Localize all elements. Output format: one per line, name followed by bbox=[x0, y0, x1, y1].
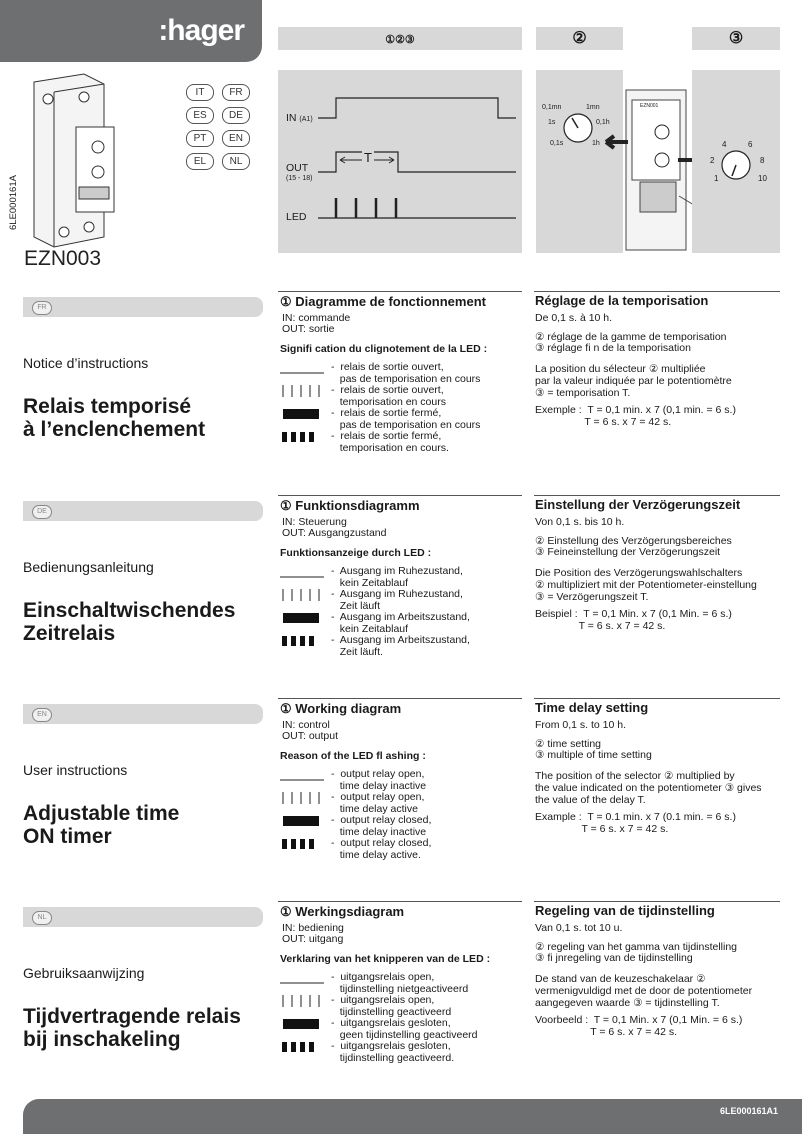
led-heading: Verklaring van het knipperen van de LED : bbox=[280, 953, 491, 965]
range-l4: 0,1h bbox=[596, 119, 610, 126]
section-divider bbox=[534, 901, 780, 902]
section-bar-en bbox=[23, 704, 263, 724]
led-description: - Ausgang im Ruhezustand, kein Zeitablauf bbox=[331, 565, 463, 589]
out-sub: (15 - 18) bbox=[286, 175, 313, 182]
product-title-line2: à l’enclenchement bbox=[23, 418, 206, 441]
range-l2: 1mn bbox=[586, 104, 600, 111]
footer-bar bbox=[23, 1099, 802, 1134]
step-header-1-label: ①②③ bbox=[385, 34, 415, 46]
position-text: The position of the selector ② multiplied by the value indicated on the potentiometer ③ gives the value of the delay T. bbox=[535, 770, 762, 806]
out-label: OUT bbox=[286, 162, 309, 174]
lang-fr: FR bbox=[222, 84, 250, 101]
lang-it: IT bbox=[186, 84, 214, 101]
in-text: IN: bediening bbox=[282, 922, 344, 934]
range-text: Van 0,1 s. tot 10 u. bbox=[535, 922, 623, 934]
led-description: - output relay closed, time delay active. bbox=[331, 837, 432, 861]
led-description: - relais de sortie fermé, temporisation en cours. bbox=[331, 430, 449, 454]
step2-text: ② time setting bbox=[535, 738, 602, 750]
led-description: - output relay open, time delay active bbox=[331, 791, 425, 815]
section-lang-pill: EN bbox=[32, 708, 52, 722]
setting-title: Einstellung der Verzögerungszeit bbox=[535, 497, 741, 512]
device-code-label: EZN001 bbox=[640, 103, 659, 109]
section-bar-fr bbox=[23, 297, 263, 317]
range-l5: 0,1s bbox=[550, 140, 564, 147]
setting-title: Time delay setting bbox=[535, 700, 649, 715]
section-lang-pill: FR bbox=[32, 301, 52, 315]
mult-l6: 10 bbox=[758, 174, 767, 183]
setting-title: Regeling van de tijdinstelling bbox=[535, 903, 715, 918]
section-divider bbox=[278, 698, 522, 699]
range-text: Von 0,1 s. bis 10 h. bbox=[535, 516, 625, 528]
product-title-line1: Adjustable time bbox=[23, 802, 180, 825]
led-description: - output relay open, time delay inactive bbox=[331, 768, 427, 792]
section-divider bbox=[278, 495, 522, 496]
mult-l3: 2 bbox=[710, 156, 715, 165]
logo-banner bbox=[0, 0, 262, 62]
timing-diagram-panel bbox=[278, 70, 522, 253]
led-description: - uitgangsrelais open, tijdinstelling geactiveerd bbox=[331, 994, 452, 1018]
led-description: - output relay closed, time delay inactive bbox=[331, 814, 432, 838]
in-text: IN: control bbox=[282, 719, 330, 731]
led-description: - Ausgang im Ruhezustand, Zeit läuft bbox=[331, 588, 463, 612]
out-text: OUT: sortie bbox=[282, 323, 335, 335]
lang-el: EL bbox=[186, 153, 214, 170]
led-pattern-icon bbox=[280, 363, 324, 381]
led-description: - Ausgang im Arbeitszustand, kein Zeitablauf bbox=[331, 611, 470, 635]
led-pattern-icon bbox=[280, 1017, 324, 1035]
section-lang-pill: DE bbox=[32, 505, 52, 519]
range-l3: 1s bbox=[548, 119, 556, 126]
in-label: IN bbox=[286, 112, 297, 124]
out-text: OUT: Ausgangzustand bbox=[282, 527, 387, 539]
led-pattern-icon bbox=[280, 837, 324, 855]
in-label-wrap bbox=[286, 112, 313, 124]
range-l6: 1h bbox=[592, 140, 600, 147]
section-bar-de bbox=[23, 501, 263, 521]
product-title-line2: bij inschakeling bbox=[23, 1028, 181, 1051]
device-illustration bbox=[24, 72, 124, 252]
in-sub: (A1) bbox=[299, 116, 313, 123]
in-text: IN: Steuerung bbox=[282, 516, 347, 528]
t-label: T bbox=[364, 150, 372, 165]
led-pattern-icon bbox=[280, 567, 324, 585]
section-divider bbox=[278, 291, 522, 292]
led-pattern-icon bbox=[280, 611, 324, 629]
range-text: De 0,1 s. à 10 h. bbox=[535, 312, 613, 324]
position-text: Die Position des Verzögerungswahlschalters ② multipliziert mit der Potentiometer-einstellung ③ = Verzögerungszeit T. bbox=[535, 567, 757, 603]
step2-text: ② regeling van het gamma van tijdinstelling bbox=[535, 941, 738, 953]
led-pattern-icon bbox=[280, 770, 324, 788]
led-pattern-icon bbox=[280, 1040, 324, 1058]
led-description: - uitgangsrelais gesloten, geen tijdinstelling geactiveerd bbox=[331, 1017, 478, 1041]
mult-l1: 4 bbox=[722, 140, 727, 149]
led-description: - relais de sortie ouvert, pas de temporisation en cours bbox=[331, 361, 481, 385]
step3-text: ③ réglage fi n de la temporisation bbox=[535, 342, 691, 354]
product-title-line1: Tijdvertragende relais bbox=[23, 1005, 241, 1028]
step3-text: ③ fi jnregeling van de tijdinstelling bbox=[535, 952, 693, 964]
step-header-1 bbox=[278, 27, 522, 50]
led-heading: Signifi cation du clignotement de la LED : bbox=[280, 343, 488, 355]
lang-en: EN bbox=[222, 130, 250, 147]
mult-l2: 6 bbox=[748, 140, 753, 149]
step-header-2 bbox=[536, 27, 623, 50]
step-header-2-label: ② bbox=[572, 30, 587, 47]
led-label: LED bbox=[286, 211, 307, 223]
led-heading: Funktionsanzeige durch LED : bbox=[280, 547, 432, 559]
section-divider bbox=[534, 291, 780, 292]
mult-knob-panel bbox=[692, 70, 780, 253]
led-pattern-icon bbox=[280, 407, 324, 425]
notice-label: User instructions bbox=[23, 762, 128, 778]
lang-pt: PT bbox=[186, 130, 214, 147]
out-text: OUT: uitgang bbox=[282, 933, 344, 945]
range-text: From 0,1 s. to 10 h. bbox=[535, 719, 627, 731]
diagram-title: ① Funktionsdiagramm bbox=[280, 498, 420, 513]
diagram-title: ① Diagramme de fonctionnement bbox=[280, 294, 486, 309]
section-divider bbox=[534, 495, 780, 496]
led-heading: Reason of the LED fl ashing : bbox=[280, 750, 426, 762]
led-pattern-icon bbox=[280, 588, 324, 606]
led-description: - uitgangsrelais open, tijdinstelling nietgeactiveerd bbox=[331, 971, 469, 995]
step2-text: ② réglage de la gamme de temporisation bbox=[535, 331, 727, 343]
diagram-title: ① Working diagram bbox=[280, 701, 402, 716]
out-text: OUT: output bbox=[282, 730, 339, 742]
led-pattern-icon bbox=[280, 814, 324, 832]
example-text: Example : T = 0.1 min. x 7 (0.1 min. = 6 s.) T = 6 s. x 7 = 42 s. bbox=[535, 811, 736, 835]
position-text: La position du sélecteur ② multipliée par la valeur indiquée par le potentiomètre ③ = temporisation T. bbox=[535, 363, 732, 399]
led-description: - relais de sortie fermé, pas de temporisation en cours bbox=[331, 407, 481, 431]
step3-text: ③ multiple of time setting bbox=[535, 749, 652, 761]
example-text: Beispiel : T = 0,1 Min. x 7 (0,1 Min. = 6 s.) T = 6 s. x 7 = 42 s. bbox=[535, 608, 732, 632]
led-description: - uitgangsrelais gesloten, tijdinstelling geactiveerd. bbox=[331, 1040, 455, 1064]
notice-label: Gebruiksaanwijzing bbox=[23, 965, 145, 981]
position-text: De stand van de keuzeschakelaar ② vermenigvuldigd met de door de potentiometer aangegeven waarde ③ = tijdinstelling T. bbox=[535, 973, 753, 1009]
mult-knob bbox=[692, 70, 780, 253]
mult-l4: 8 bbox=[760, 156, 765, 165]
product-title-line2: Zeitrelais bbox=[23, 622, 116, 645]
example-text: Voorbeeld : T = 0,1 Min. x 7 (0,1 Min. = 6 s.) T = 6 s. x 7 = 42 s. bbox=[535, 1014, 743, 1038]
led-pattern-icon bbox=[280, 994, 324, 1012]
led-pattern-icon bbox=[280, 430, 324, 448]
example-text: Exemple : T = 0,1 min. x 7 (0,1 min. = 6 s.) T = 6 s. x 7 = 42 s. bbox=[535, 404, 736, 428]
notice-label: Bedienungsanleitung bbox=[23, 559, 154, 575]
led-pattern-icon bbox=[280, 384, 324, 402]
led-description: - Ausgang im Arbeitszustand, Zeit läuft. bbox=[331, 634, 470, 658]
hager-logo: :hager bbox=[158, 14, 244, 47]
step3-text: ③ Feineinstellung der Verzögerungszeit bbox=[535, 546, 721, 558]
lang-es: ES bbox=[186, 107, 214, 124]
step-header-3 bbox=[692, 27, 780, 50]
range-l1: 0,1mn bbox=[542, 104, 562, 111]
product-title-line1: Relais temporisé bbox=[23, 395, 192, 418]
mult-l5: 1 bbox=[714, 174, 719, 183]
setting-title: Réglage de la temporisation bbox=[535, 293, 709, 308]
led-pattern-icon bbox=[280, 973, 324, 991]
in-text: IN: commande bbox=[282, 312, 351, 324]
section-bar-nl bbox=[23, 907, 263, 927]
diagram-title: ① Werkingsdiagram bbox=[280, 904, 405, 919]
product-title-line1: Einschaltwischendes bbox=[23, 599, 236, 622]
product-title-line2: ON timer bbox=[23, 825, 112, 848]
notice-label: Notice d’instructions bbox=[23, 355, 149, 371]
led-description: - relais de sortie ouvert, temporisation en cours bbox=[331, 384, 446, 408]
model-number: EZN003 bbox=[24, 247, 102, 270]
led-pattern-icon bbox=[280, 634, 324, 652]
lang-nl: NL bbox=[222, 153, 250, 170]
section-lang-pill: NL bbox=[32, 911, 52, 925]
step-header-3-label: ③ bbox=[728, 30, 744, 47]
section-divider bbox=[278, 901, 522, 902]
timing-diagram bbox=[278, 70, 522, 253]
footer-code: 6LE000161A1 bbox=[719, 1106, 778, 1116]
step2-text: ② Einstellung des Verzögerungsbereiches bbox=[535, 535, 732, 547]
led-pattern-icon bbox=[280, 791, 324, 809]
side-code: 6LE000161A bbox=[8, 175, 19, 230]
section-divider bbox=[534, 698, 780, 699]
lang-de: DE bbox=[222, 107, 250, 124]
